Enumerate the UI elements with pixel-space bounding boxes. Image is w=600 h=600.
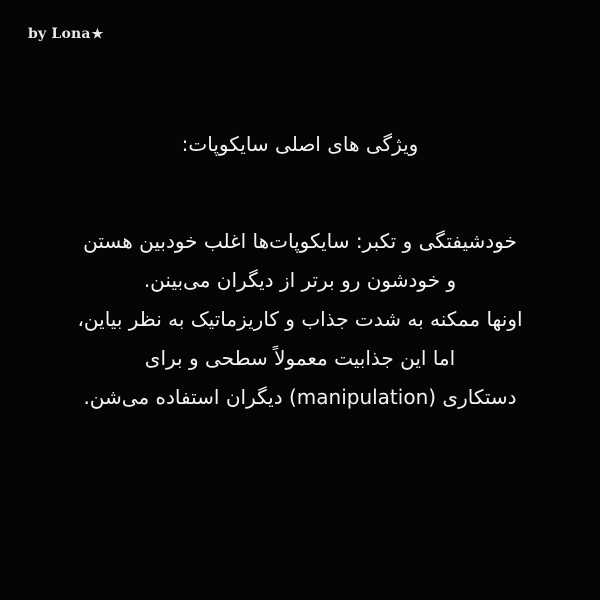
watermark-text: by Lona bbox=[28, 26, 91, 42]
paragraph-line: و خودشون رو برتر از دیگران می‌بینن. bbox=[143, 268, 457, 292]
paragraph-line: اما این جذابیت معمولاً سطحی و برای bbox=[144, 346, 456, 370]
text-content bbox=[0, 128, 600, 417]
body-paragraph bbox=[0, 222, 600, 417]
page-title: ویژگی های اصلی سایکوپات: bbox=[181, 132, 419, 156]
watermark bbox=[28, 26, 104, 42]
paragraph-line: دستکاری (manipulation) دیگران استفاده می‌شن. bbox=[83, 385, 517, 409]
star-icon: ★ bbox=[91, 26, 104, 42]
paragraph-line: خودشیفتگی و تکبر: سایکوپات‌ها اغلب خودبین هستن bbox=[83, 229, 517, 253]
paragraph-line: اونها ممکنه به شدت جذاب و کاریزماتیک به نظر بیاین، bbox=[77, 307, 523, 331]
